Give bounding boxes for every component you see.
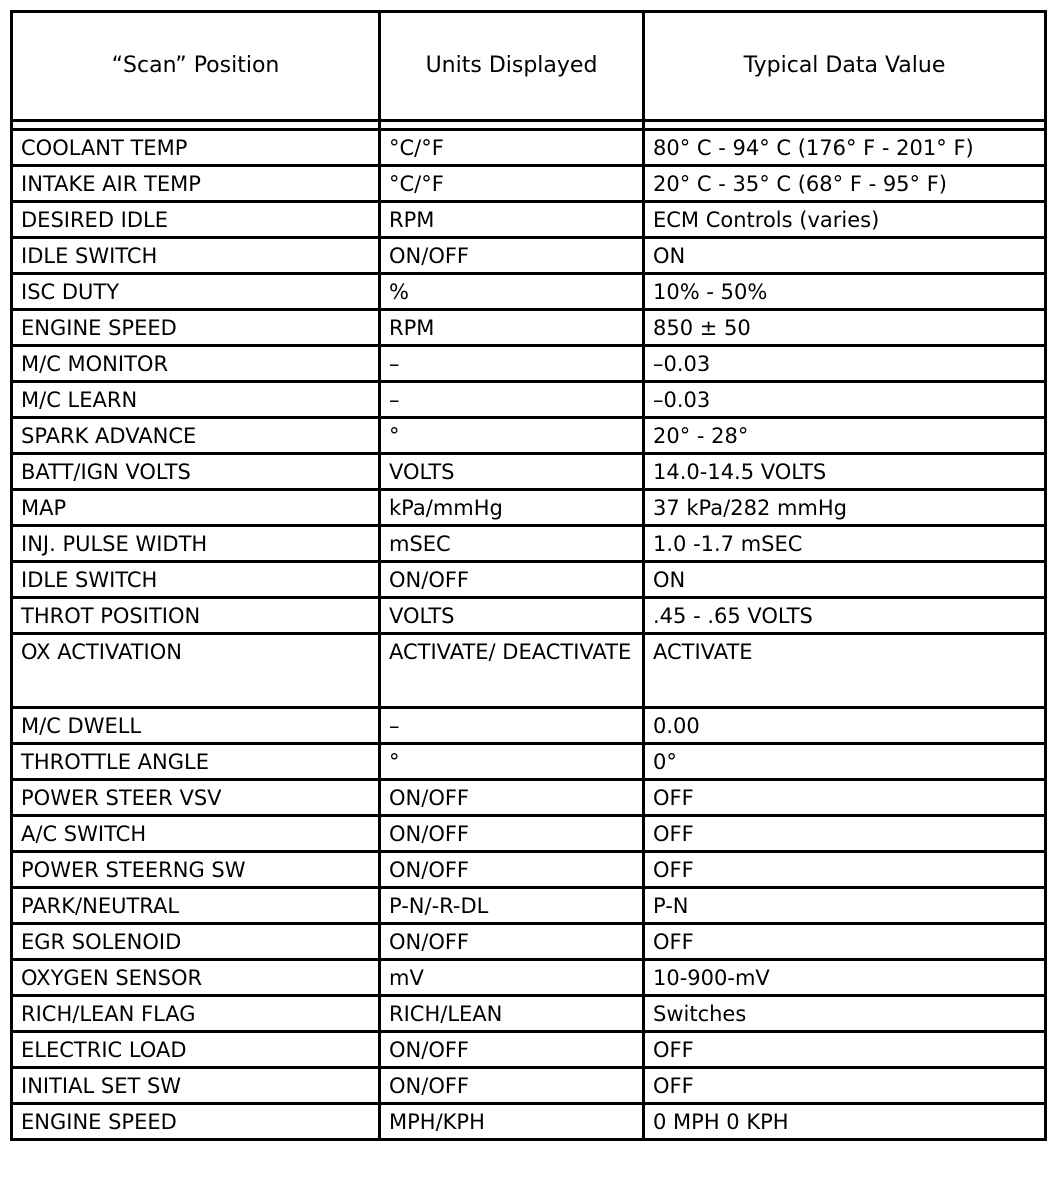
cell-typical-value: OFF [644, 852, 1046, 888]
table-row [12, 598, 1046, 634]
cell-scan-position: OXYGEN SENSOR [12, 960, 380, 996]
table-row [12, 454, 1046, 490]
cell-units-displayed: ON/OFF [380, 562, 644, 598]
table-row [12, 562, 1046, 598]
cell-typical-value: OFF [644, 1068, 1046, 1104]
table-row [12, 816, 1046, 852]
cell-typical-value: OFF [644, 816, 1046, 852]
cell-units-displayed: ° [380, 744, 644, 780]
cell-typical-value: 0.00 [644, 708, 1046, 744]
header-gap-row [12, 121, 1046, 130]
cell-units-displayed: mV [380, 960, 644, 996]
cell-typical-value: 20° - 28° [644, 418, 1046, 454]
cell-scan-position: POWER STEER VSV [12, 780, 380, 816]
cell-scan-position: RICH/LEAN FLAG [12, 996, 380, 1032]
cell-units-displayed: ON/OFF [380, 816, 644, 852]
table-row [12, 418, 1046, 454]
table-body [12, 121, 1046, 1140]
table-row [12, 780, 1046, 816]
cell-scan-position: POWER STEERNG SW [12, 852, 380, 888]
cell-scan-position: ENGINE SPEED [12, 310, 380, 346]
cell-units-displayed: VOLTS [380, 454, 644, 490]
table-row [12, 960, 1046, 996]
gap-cell [644, 121, 1046, 130]
table-row [12, 1068, 1046, 1104]
cell-typical-value: 0° [644, 744, 1046, 780]
cell-scan-position: DESIRED IDLE [12, 202, 380, 238]
table-row [12, 490, 1046, 526]
cell-scan-position: INJ. PULSE WIDTH [12, 526, 380, 562]
cell-units-displayed: % [380, 274, 644, 310]
cell-units-displayed: ON/OFF [380, 1068, 644, 1104]
cell-units-displayed: VOLTS [380, 598, 644, 634]
cell-scan-position: A/C SWITCH [12, 816, 380, 852]
table-row [12, 310, 1046, 346]
table-row [12, 130, 1046, 166]
scan-data-table [10, 10, 1047, 1141]
cell-units-displayed: RPM [380, 202, 644, 238]
cell-scan-position: INITIAL SET SW [12, 1068, 380, 1104]
cell-units-displayed: ° [380, 418, 644, 454]
cell-scan-position: THROTTLE ANGLE [12, 744, 380, 780]
table-row [12, 1032, 1046, 1068]
cell-scan-position: M/C LEARN [12, 382, 380, 418]
cell-typical-value: OFF [644, 1032, 1046, 1068]
table-header-row [12, 12, 1046, 121]
table-row [12, 744, 1046, 780]
cell-scan-position: ELECTRIC LOAD [12, 1032, 380, 1068]
cell-scan-position: IDLE SWITCH [12, 238, 380, 274]
table-row [12, 634, 1046, 708]
table-row [12, 526, 1046, 562]
cell-scan-position: BATT/IGN VOLTS [12, 454, 380, 490]
cell-scan-position: OX ACTIVATION [12, 634, 380, 708]
cell-typical-value: Switches [644, 996, 1046, 1032]
table-row [12, 852, 1046, 888]
cell-units-displayed: MPH/KPH [380, 1104, 644, 1140]
gap-cell [380, 121, 644, 130]
cell-scan-position: ISC DUTY [12, 274, 380, 310]
cell-typical-value: 10-900-mV [644, 960, 1046, 996]
cell-typical-value: ECM Controls (varies) [644, 202, 1046, 238]
cell-units-displayed: °C/°F [380, 166, 644, 202]
table-row [12, 996, 1046, 1032]
cell-units-displayed: – [380, 346, 644, 382]
cell-units-displayed: ON/OFF [380, 238, 644, 274]
cell-units-displayed: – [380, 382, 644, 418]
cell-scan-position: M/C DWELL [12, 708, 380, 744]
cell-units-displayed: ON/OFF [380, 1032, 644, 1068]
table-row [12, 202, 1046, 238]
cell-typical-value: 1.0 -1.7 mSEC [644, 526, 1046, 562]
header-units-displayed: Units Displayed [380, 12, 644, 121]
table-row [12, 888, 1046, 924]
cell-units-displayed: ACTIVATE/ DEACTIVATE [380, 634, 644, 708]
cell-typical-value: 14.0-14.5 VOLTS [644, 454, 1046, 490]
cell-scan-position: EGR SOLENOID [12, 924, 380, 960]
cell-scan-position: INTAKE AIR TEMP [12, 166, 380, 202]
cell-units-displayed: ON/OFF [380, 780, 644, 816]
cell-units-displayed: °C/°F [380, 130, 644, 166]
cell-units-displayed: – [380, 708, 644, 744]
header-scan-position: “Scan” Position [12, 12, 380, 121]
cell-typical-value: 20° C - 35° C (68° F - 95° F) [644, 166, 1046, 202]
table-row [12, 238, 1046, 274]
cell-scan-position: PARK/NEUTRAL [12, 888, 380, 924]
cell-scan-position: ENGINE SPEED [12, 1104, 380, 1140]
table-row [12, 708, 1046, 744]
cell-typical-value: ON [644, 238, 1046, 274]
cell-units-displayed: ON/OFF [380, 852, 644, 888]
gap-cell [12, 121, 380, 130]
table-row [12, 1104, 1046, 1140]
cell-typical-value: 37 kPa/282 mmHg [644, 490, 1046, 526]
cell-units-displayed: mSEC [380, 526, 644, 562]
cell-typical-value: 10% - 50% [644, 274, 1046, 310]
cell-typical-value: OFF [644, 924, 1046, 960]
cell-units-displayed: ON/OFF [380, 924, 644, 960]
cell-typical-value: –0.03 [644, 346, 1046, 382]
cell-typical-value: ON [644, 562, 1046, 598]
cell-units-displayed: RPM [380, 310, 644, 346]
cell-units-displayed: kPa/mmHg [380, 490, 644, 526]
cell-typical-value: 80° C - 94° C (176° F - 201° F) [644, 130, 1046, 166]
cell-typical-value: –0.03 [644, 382, 1046, 418]
cell-scan-position: MAP [12, 490, 380, 526]
table-row [12, 924, 1046, 960]
cell-typical-value: OFF [644, 780, 1046, 816]
cell-typical-value: P-N [644, 888, 1046, 924]
table-row [12, 346, 1046, 382]
cell-units-displayed: P-N/-R-DL [380, 888, 644, 924]
cell-units-displayed: RICH/LEAN [380, 996, 644, 1032]
cell-typical-value: 0 MPH 0 KPH [644, 1104, 1046, 1140]
cell-typical-value: .45 - .65 VOLTS [644, 598, 1046, 634]
cell-scan-position: SPARK ADVANCE [12, 418, 380, 454]
table-row [12, 166, 1046, 202]
table-row [12, 382, 1046, 418]
cell-scan-position: THROT POSITION [12, 598, 380, 634]
table-row [12, 274, 1046, 310]
cell-scan-position: COOLANT TEMP [12, 130, 380, 166]
cell-typical-value: 850 ± 50 [644, 310, 1046, 346]
header-typical-data-value: Typical Data Value [644, 12, 1046, 121]
cell-scan-position: IDLE SWITCH [12, 562, 380, 598]
cell-typical-value: ACTIVATE [644, 634, 1046, 708]
cell-scan-position: M/C MONITOR [12, 346, 380, 382]
